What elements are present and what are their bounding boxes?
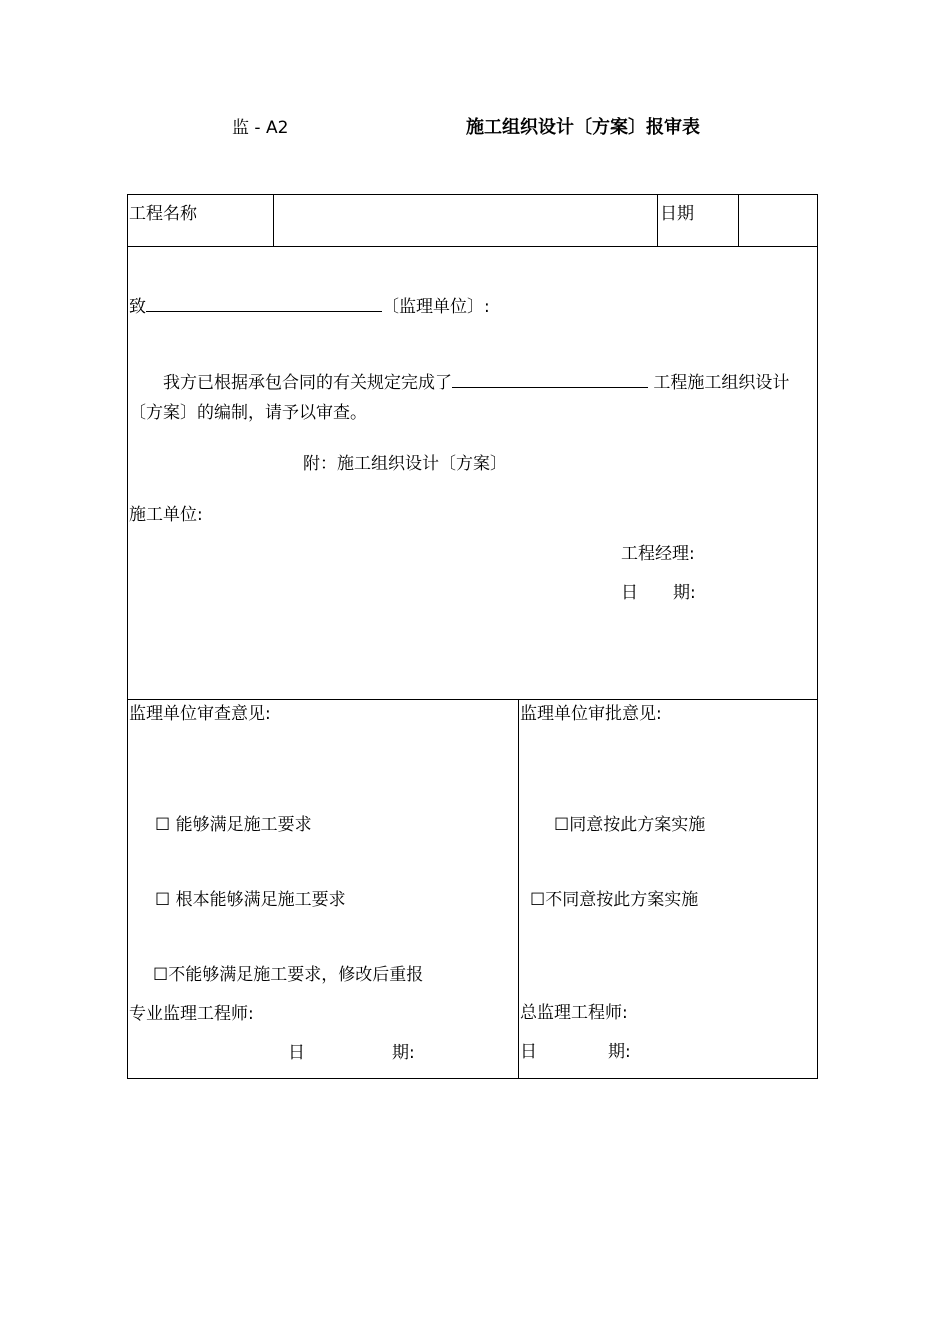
addressee-line [129, 295, 490, 316]
review-option-meets[interactable]: ☐ 能够满足施工要求 [155, 815, 312, 835]
project-name-field[interactable] [275, 196, 656, 245]
row1-bottom-border [128, 246, 817, 247]
chief-engineer-label: 总监理工程师: [520, 1003, 628, 1023]
row1-divider-1 [273, 195, 274, 246]
date-label: 日期 [660, 204, 694, 224]
supervision-unit-blank[interactable] [146, 295, 382, 312]
contractor-label: 施工单位: [129, 505, 203, 525]
project-blank[interactable] [452, 371, 648, 388]
approval-option-agree[interactable]: ☐同意按此方案实施 [554, 815, 706, 835]
review-option-basically-meets[interactable]: ☐ 根本能够满足施工要求 [155, 890, 346, 910]
row2-bottom-border [128, 699, 817, 700]
row1-divider-3 [738, 195, 739, 246]
submission-date-char1: 日 [621, 583, 638, 603]
review-opinion-label: 监理单位审查意见: [129, 704, 271, 724]
approval-option-disagree[interactable]: ☐不同意按此方案实施 [530, 890, 699, 910]
review-date-char1: 日 [288, 1043, 305, 1063]
submission-date-char2: 期: [673, 583, 696, 603]
review-option-not-meet[interactable]: ☐不能够满足施工要求，修改后重报 [153, 965, 424, 985]
body-line-2: 〔方案〕的编制，请予以审查。 [129, 403, 367, 423]
attachment-note: 附：施工组织设计〔方案〕 [303, 454, 507, 474]
row3-divider [518, 699, 519, 1078]
addressee-prefix: 致 [129, 297, 146, 317]
body-prefix: 我方已根据承包合同的有关规定完成了 [163, 373, 452, 393]
project-manager-label: 工程经理: [621, 544, 695, 564]
form-title: 施工组织设计〔方案〕报审表 [466, 117, 700, 138]
review-date-char2: 期: [392, 1043, 415, 1063]
addressee-suffix: 〔监理单位〕: [382, 297, 490, 317]
body-line-1 [163, 371, 789, 392]
approval-opinion-label: 监理单位审批意见: [520, 704, 662, 724]
specialist-engineer-label: 专业监理工程师: [129, 1004, 254, 1024]
row1-divider-2 [657, 195, 658, 246]
approval-date-char2: 期: [608, 1042, 631, 1062]
date-field[interactable] [740, 196, 816, 245]
body-suffix: 工程施工组织设计 [653, 373, 790, 393]
form-code: 监 - A2 [232, 118, 289, 138]
project-name-label: 工程名称 [129, 204, 197, 224]
approval-date-char1: 日 [520, 1042, 537, 1062]
report-form [127, 194, 818, 1079]
